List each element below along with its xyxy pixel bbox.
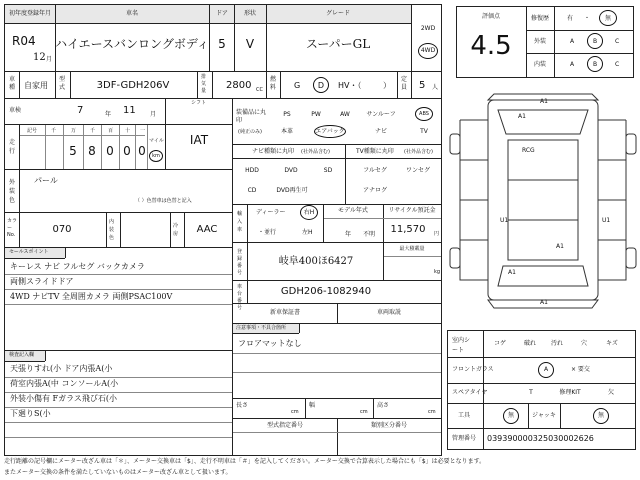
seat-label: 室内シート [452,337,471,354]
mileage-digit: 0 [106,144,114,158]
exterior-note: （ ）色替車は色替と記入 [135,198,192,204]
doors-label: ドア [216,10,228,17]
tools-label: 工具 [458,412,471,419]
inspection-month: 11 [123,105,136,116]
mileage-km: km [152,153,160,159]
footer-line-2: またメーター交換の条件を満たしていないものはメーター改ざん車として扱います。 [4,469,232,476]
color-no: 070 [52,224,72,235]
diagram-mark: A1 [540,98,548,105]
interior-color-label: 内装色 [109,219,115,241]
length-label: 長さ [236,402,249,409]
mileage-digit: 0 [123,144,131,158]
height-label: 高さ [377,402,390,409]
max-load-kg: kg [434,269,441,275]
navi-cd: CD [247,187,257,194]
spare-label: スペアタイヤ [452,389,488,396]
spare-item: T [529,389,533,396]
inspection-year: 7 [77,105,84,116]
header-bar [5,5,411,23]
spare-item: 欠 [607,389,615,396]
exterior-color: パール [34,176,58,185]
seat-item: 穴 [580,340,588,347]
fuel-d: D [317,81,325,90]
tools-value: 無 [507,412,515,419]
fuel-hv: HV・（ [338,81,362,90]
shape-label: 形状 [243,10,257,17]
recycle-value: 11,570 [390,224,426,235]
width-cm: cm [360,409,368,415]
car-name-label: 車名 [125,10,139,17]
recycle-label: リサイクル預託金 [388,207,436,214]
reg-year-label: 初年度登録年月 [9,10,52,17]
footer-line-1: 走行距離の記号欄にメーター改ざん車は「＊」、メーター交換車は「$」、走行不明車は「＃」を記入してください。メーター交換で合算表示した場合にも「$」は必要となります。 [4,458,486,465]
doc-warranty: 新車保証書 [269,309,301,316]
inspector-line: 荷室内張A(中 コンソールA(小 [10,379,119,388]
fuel-g: G [294,81,301,90]
capacity-unit: 人 [432,84,439,91]
inspector-line: 外装小傷有 Fガラス飛び石(小 [10,394,117,403]
shift-label: シフト [191,100,207,106]
reg-month-unit: 月 [46,56,53,63]
inspection-year-unit: 年 [105,111,112,118]
interior-grade-label: 内装 [533,61,547,68]
navi-label: ナビ種類に丸印 [252,148,295,155]
tv-oneseg: ワンセグ [405,167,431,174]
diagram-mark: U1 [500,217,509,224]
import-label: 輸入車 [237,211,243,233]
reg-month: 12 [33,52,46,63]
notes-label: 注意事項・不具合箇所 [236,325,287,331]
equip-leather: 本革 [280,128,294,135]
int-grade-c: C [615,61,620,68]
equip-tv: TV [420,128,428,135]
sales-points-label: セールスポイント [9,249,49,255]
mileage-digit: 5 [69,144,77,158]
tv-fullseg: フルセグ [363,167,387,174]
shift: IAT [189,133,209,147]
windshield-note: × 要交 [571,366,590,373]
type-designation-label: 型式指定番号 [266,422,304,429]
car-name: ハイエースバンロングボディ [55,37,209,51]
height-cm: cm [428,409,436,415]
color-no-label: カラーNo. [7,218,18,238]
mileage-unit-1: 万 [71,128,77,134]
int-grade-b: B [592,61,598,68]
registration-value: 岐阜400ほ6427 [278,256,354,267]
mileage-digit: 8 [88,144,96,158]
navi-hdd: HDD [245,167,259,174]
mileage-unit-5: 一 [140,128,146,134]
doors: 5 [218,37,226,51]
capacity-label: 定員 [401,76,408,91]
equip-pw: PW [311,111,321,118]
navi-dvd-play: DVD再生可 [276,187,308,194]
model-year-label: モデル年式 [338,207,368,214]
tv-sub: (社外品含む) [404,149,433,155]
equip-airbag: エアバック [315,128,345,135]
diagram-mark: U1 [602,217,611,224]
capacity: 5 [419,80,426,91]
fuel-close: ） [383,81,391,90]
ac-label: 冷房 [173,223,179,237]
model-year-unknown: 不明 [363,231,376,238]
navi-sub: (社外品含む) [301,149,330,155]
score-value: 4.5 [470,31,512,61]
equip-sunroof: サンルーフ [366,111,396,118]
seat-item: 破れ [523,340,537,347]
inspection-label: 車検 [9,107,22,114]
mileage-column-divider [135,125,136,169]
displacement: 2800 [226,80,252,91]
mileage-column-divider [83,125,84,169]
diagram-mark: A1 [518,113,526,120]
chassis-label: 車台番号 [237,284,243,311]
diagram-mark: A1 [540,299,548,306]
mgmt-value: 039390000325030002626 [487,434,594,443]
tv-analog: アナログ [362,187,388,194]
score-label: 評価点 [481,13,501,20]
equip-navi: ナビ [374,128,388,135]
grade: スーパーGL [305,37,371,51]
diagram-mark: A1 [508,269,516,276]
inspector-line: 天張りすれ(小 ドア内張A(小 [10,364,113,373]
cc-unit: CC [256,87,263,93]
mileage-unit-0: 千 [51,128,57,134]
mileage-unit-4: 十 [125,128,131,134]
diagram-mark: A1 [556,243,564,250]
reg-year: R04 [12,34,36,48]
max-load-label: 最大積載量 [399,246,425,252]
mileage-digits-label: 記号 [27,128,38,134]
notes-value: フロアマットなし [238,339,302,348]
ext-grade-a: A [570,38,575,45]
seat-item: 汚れ [550,340,564,347]
repair-no: 無 [604,15,612,22]
width-label: 幅 [309,402,316,409]
jack-label: ジャッキ [532,412,556,419]
repair-dot: ・ [584,15,591,22]
fuel-label: 燃料 [270,76,277,91]
int-grade-a: A [570,61,575,68]
ext-grade-b: B [592,38,598,45]
mileage-mile: マイル [149,138,164,144]
import-left: 左H [302,229,313,236]
registration-label: 登録番号 [237,249,243,276]
mileage-digit: 0 [138,144,146,158]
recycle-yen: 円 [434,231,440,237]
length-cm: cm [291,409,299,415]
mileage-unit-2: 千 [90,128,96,134]
exterior-grade-label: 外装 [533,38,547,45]
ext-grade-c: C [615,38,620,45]
import-parallel: ・並行 [258,229,277,236]
model-label: 型式 [59,76,66,91]
drive-2wd: 2WD [420,25,436,32]
equip-ps: PS [283,111,291,118]
tv-label: TV種類に丸印 [356,148,394,155]
repair-yes: 有 [567,15,574,22]
class-designation-label: 類別区分番号 [370,422,408,429]
spare-item: 修理KIT [559,389,581,396]
inspection-month-unit: 月 [150,111,157,118]
inspector-label: 検査記入欄 [9,352,35,358]
ac-value: AAC [196,224,218,235]
sales-point-line: キーレス ナビ フルセグ バックカメラ [10,262,145,271]
chassis-value: GDH206-1082940 [280,286,372,297]
mgmt-label: 管理番号 [452,435,477,442]
mileage-column-divider [101,125,102,169]
exterior-label: 外装色 [9,179,16,204]
mileage-column-divider [63,125,64,169]
grade-label: グレード [325,10,351,17]
equipment-sub: (純正のみ) [238,129,262,135]
mileage-unit-3: 百 [108,128,114,134]
inspector-line: 下廻りS(小 [10,409,51,418]
mileage-column-divider [147,125,148,169]
windshield-label: フロントガラス [452,366,494,373]
import-dealer: ディーラー [256,209,286,216]
car-diagram [448,90,638,320]
navi-dvd: DVD [284,167,298,174]
mileage-column-divider [119,125,120,169]
seat-item: キズ [606,340,618,347]
private-use: 自家用 [24,81,48,90]
diagram-mark: RCG [522,147,535,154]
equip-abs: ABS [419,111,429,117]
sales-point-line: 両側スライドドア [10,277,74,286]
jack-value: 無 [597,412,605,419]
mileage-column-divider [45,125,46,169]
navi-sd: SD [323,167,333,174]
windshield-grade: A [543,366,549,373]
equip-aw: AW [340,111,350,118]
equipment-label: 装備品に丸印 [236,109,267,124]
repair-label: 修復歴 [530,15,550,22]
shape: V [245,37,255,51]
sales-point-line: 4WD ナビTV 全周囲カメラ 両側PSAC100V [10,292,173,301]
doc-manual: 車両取説 [376,309,402,316]
model-year-year: 年 [345,231,352,238]
seat-item: コゲ [493,340,507,347]
drive-4wd: 4WD [420,47,436,54]
displacement-label: 排気量 [201,74,207,94]
import-right: 右H [303,209,315,216]
type-label: 車種 [9,76,16,91]
model: 3DF-GDH206V [96,80,170,91]
mileage-label: 走行 [9,139,16,155]
